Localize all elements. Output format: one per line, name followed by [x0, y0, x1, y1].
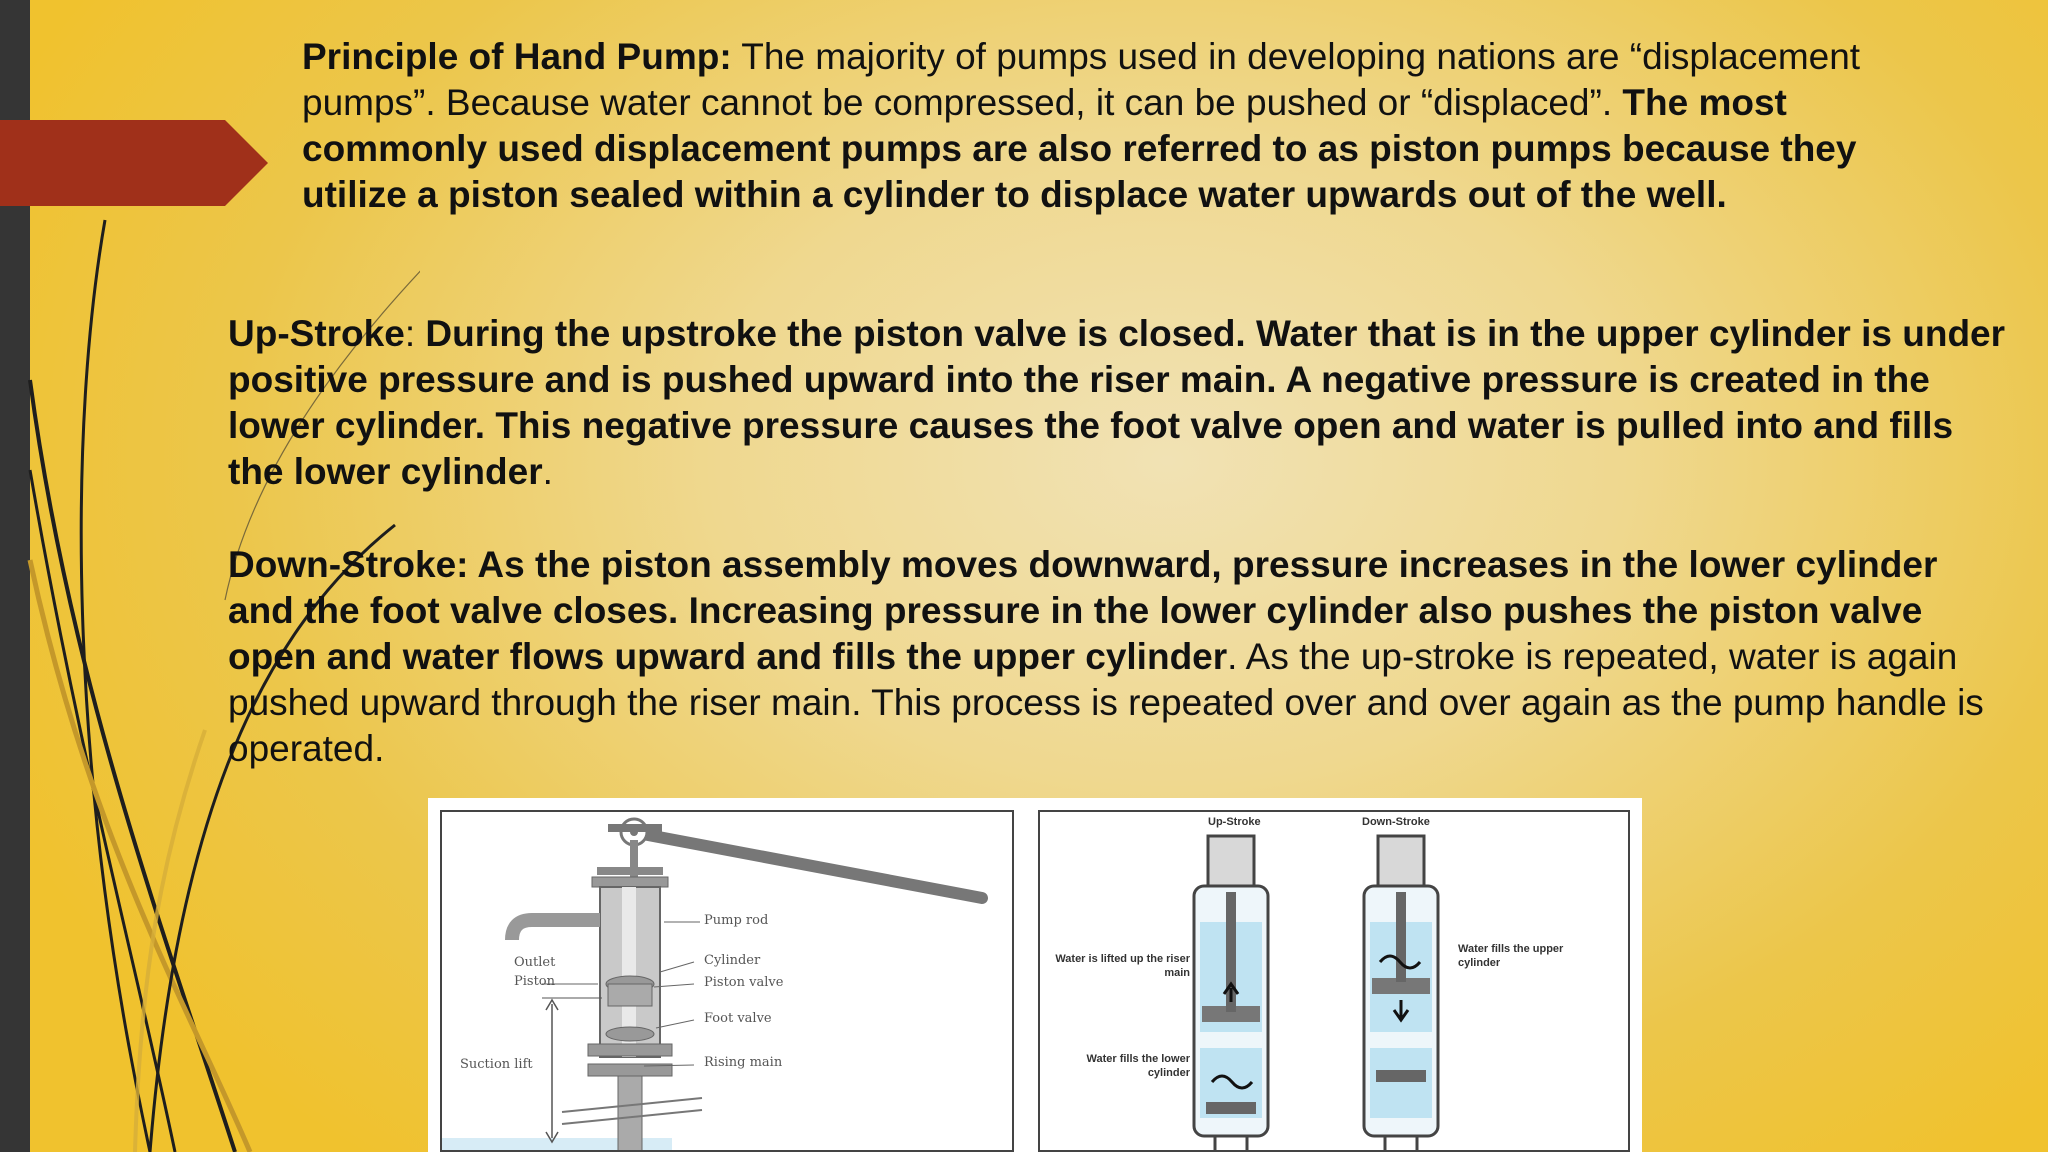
accent-arrow	[0, 120, 272, 206]
intro-heading: Principle of Hand Pump:	[302, 36, 732, 77]
label-rising-main: Rising main	[704, 1055, 783, 1070]
pump-diagram-panel	[440, 810, 1014, 1152]
upstroke-heading: Up-Stroke	[228, 313, 405, 354]
downstroke-paragraph	[228, 542, 2008, 772]
intro-text: The majority of pumps used in developing nations are “displacement pumps”. Because water cannot be compressed, it can be pushed or “displaced”.	[302, 36, 1861, 123]
label-foot-valve: Foot valve	[704, 1011, 772, 1026]
label-water-lifted: Water is lifted up the riser main	[1055, 953, 1190, 979]
stroke-diagram-panel	[1038, 810, 1630, 1152]
label-outlet: Outlet	[514, 955, 556, 970]
label-piston: Piston	[514, 974, 555, 989]
label-down-stroke: Down-Stroke	[1362, 816, 1430, 828]
intro-bold-text: The most commonly used displacement pumps are also referred to as piston pumps because they utilize a piston sealed within a cylinder to displace water upwards out of the well.	[302, 82, 1857, 215]
intro-paragraph	[302, 34, 1942, 218]
label-fills-upper: Water fills the upper cylinder	[1458, 943, 1564, 969]
label-pump-rod: Pump rod	[704, 913, 769, 928]
stroke-diagram-drawing	[1040, 812, 1630, 1152]
label-piston-valve: Piston valve	[704, 975, 784, 990]
upstroke-paragraph	[228, 311, 2008, 495]
upstroke-bold-text: During the upstroke the piston valve is closed. Water that is in the upper cylinder is under positive pressure and is pushed upward into the riser main. A negative pressure is created in the lower cylinder. This negative pressure causes the foot valve open and water is pulled into and fills the lower cylinder	[228, 313, 2006, 492]
downstroke-bold-text: Down-Stroke: As the piston assembly moves downward, pressure increases in the lower cylinder and the foot valve closes. Increasing pressure in the lower cylinder also pushes the piston valve open and water flows upward and fills the upper cylinder	[228, 544, 1938, 677]
hand-pump-figure	[428, 798, 1642, 1152]
label-suction-lift: Suction lift	[460, 1057, 533, 1072]
label-fills-lower: Water fills the lower cylinder	[1086, 1053, 1190, 1079]
label-up-stroke: Up-Stroke	[1208, 816, 1261, 828]
upstroke-end: .	[542, 451, 553, 492]
downstroke-text: . As the up-stroke is repeated, water is again pushed upward through the riser main. This process is repeated over and over again as the pump handle is operated.	[228, 636, 1984, 769]
upstroke-colon: :	[404, 313, 426, 354]
label-cylinder: Cylinder	[704, 953, 761, 968]
